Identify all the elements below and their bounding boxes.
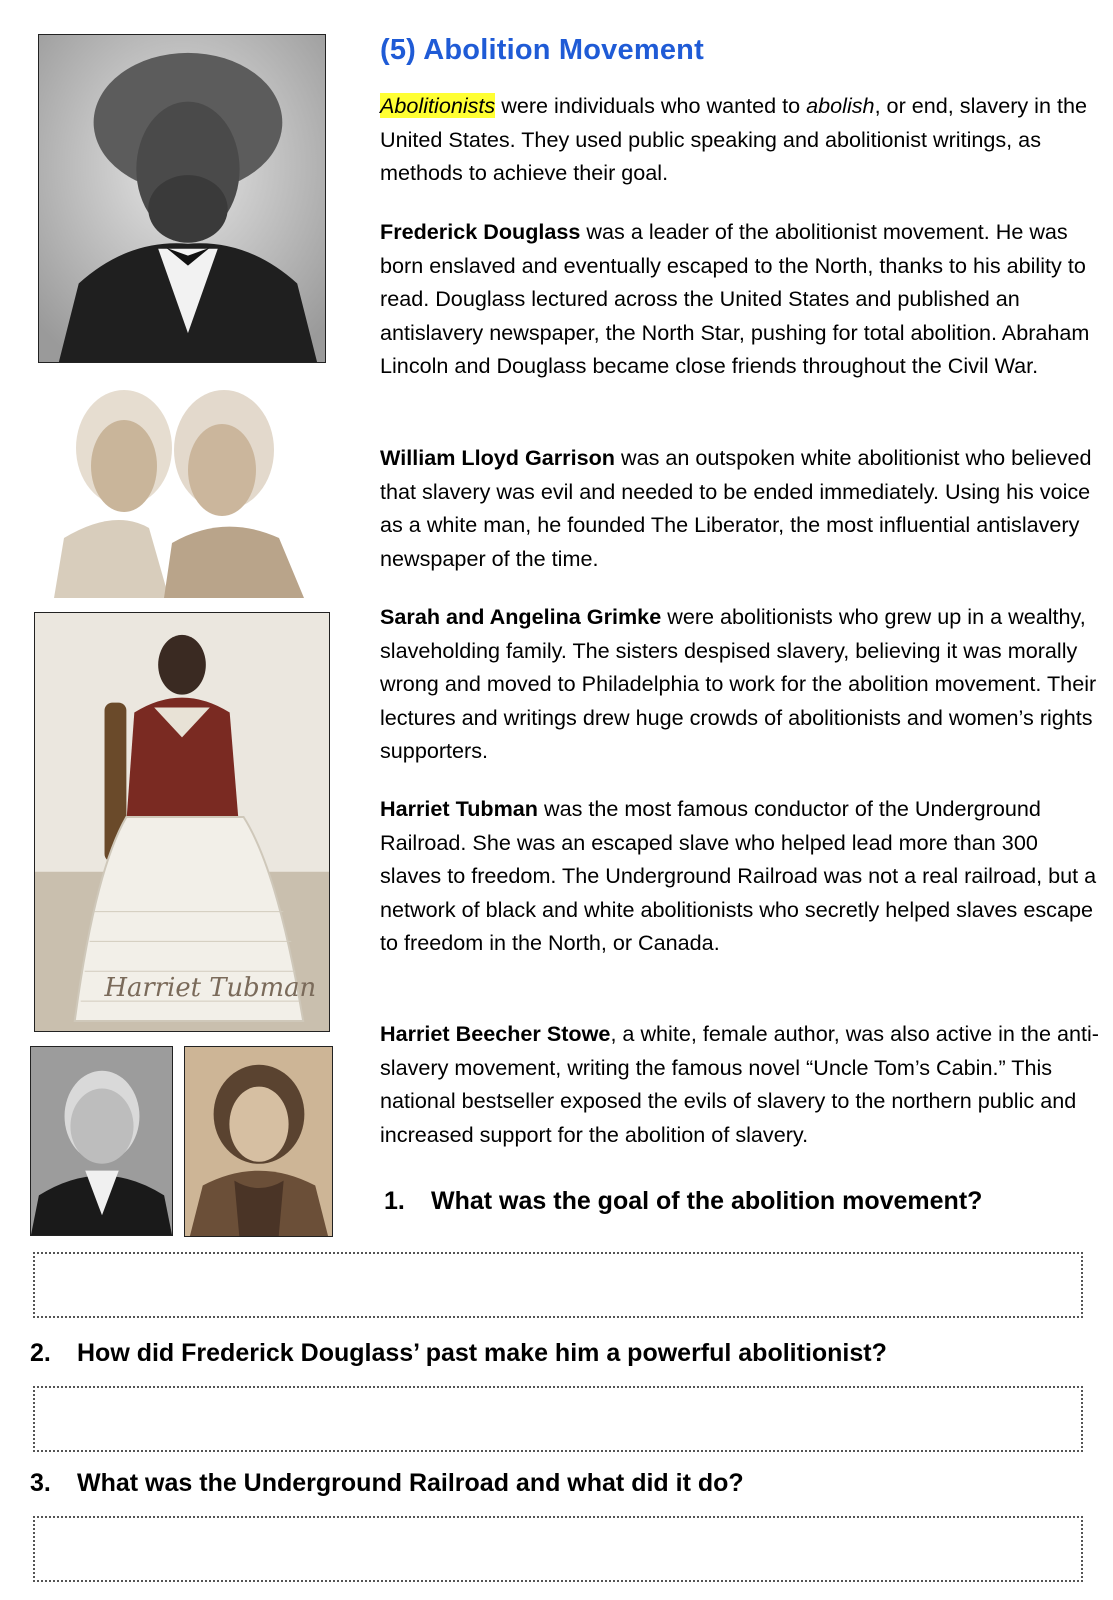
grimke-name: Sarah and Angelina Grimke [380,604,662,629]
question-2 [30,1338,887,1368]
tubman-name: Harriet Tubman [380,796,538,821]
tubman-paragraph [380,792,1102,960]
stowe-text: , a white, female author, was also active in the anti-slavery movement, writing the famous novel “Uncle Tom’s Cabin.” This national bestseller exposed the evils of slavery to the northern public and increased support for the abolition of slavery. [380,1021,1099,1147]
garrison-name: William Lloyd Garrison [380,445,615,470]
tubman-text: was the most famous conductor of the Underground Railroad. She was an escaped slave who helped lead more than 300 slaves to freedom. The Underground Railroad was not a real railroad, but a network of black and white abolitionists who secretly helped slaves escape to freedom in the North, or Canada. [380,796,1097,955]
tubman-signature: Harriet Tubman [104,973,317,1004]
stowe-name: Harriet Beecher Stowe [380,1021,611,1046]
answer-1-field[interactable] [33,1252,1083,1318]
intro-text-1: were individuals who wanted to [495,93,807,118]
douglass-name: Frederick Douglass [380,219,581,244]
douglass-text: was a leader of the abolitionist movement. He was born enslaved and eventually escaped to the North, thanks to his ability to read. Douglass lectured across the United States and published an antislavery newspaper, the North Star, pushing for total abolition. Abraham Lincoln and Douglass became close friends throughout the Civil War. [380,219,1090,378]
page-title: (5) Abolition Movement [380,34,704,66]
question-1-number: 1. [384,1187,405,1215]
question-3 [30,1468,744,1498]
question-3-number: 3. [30,1469,51,1497]
frederick-douglass-portrait [38,34,326,363]
intro-text-2: , or end, slavery in the United States. They used public speaking and abolitionist writings, as methods to achieve their goal. [380,93,1088,185]
answer-2-field[interactable] [33,1386,1083,1452]
abolish-italic: abolish [806,93,875,118]
grimke-paragraph [380,600,1102,768]
question-2-text: How did Frederick Douglass’ past make him a powerful abolitionist? [77,1339,887,1367]
douglass-paragraph [380,215,1102,383]
grimke-sisters-portrait [54,378,310,598]
question-1-text: What was the goal of the abolition movement? [431,1187,983,1215]
stowe-paragraph [380,1017,1102,1151]
question-2-number: 2. [30,1339,51,1367]
question-1 [384,1186,982,1216]
answer-3-field[interactable] [33,1516,1083,1582]
harriet-tubman-portrait [34,612,330,1032]
garrison-paragraph [380,441,1102,575]
abolitionists-highlight: Abolitionists [380,93,496,118]
grimke-text: were abolitionists who grew up in a wealthy, slaveholding family. The sisters despised slavery, believing it was morally wrong and moved to Philadelphia to work for the abolition movement. Their lectures and writings drew huge crowds of abolitionists and women’s rights supporters. [380,604,1097,763]
garrison-text: was an outspoken white abolitionist who believed that slavery was evil and needed to be ended immediately. Using his voice as a white man, he founded The Liberator, the most influential antislavery newspaper of the time. [380,445,1092,571]
intro-paragraph [380,89,1102,190]
harriet-beecher-stowe-portrait [184,1046,333,1237]
william-lloyd-garrison-portrait [30,1046,173,1236]
question-3-text: What was the Underground Railroad and what did it do? [77,1469,744,1497]
